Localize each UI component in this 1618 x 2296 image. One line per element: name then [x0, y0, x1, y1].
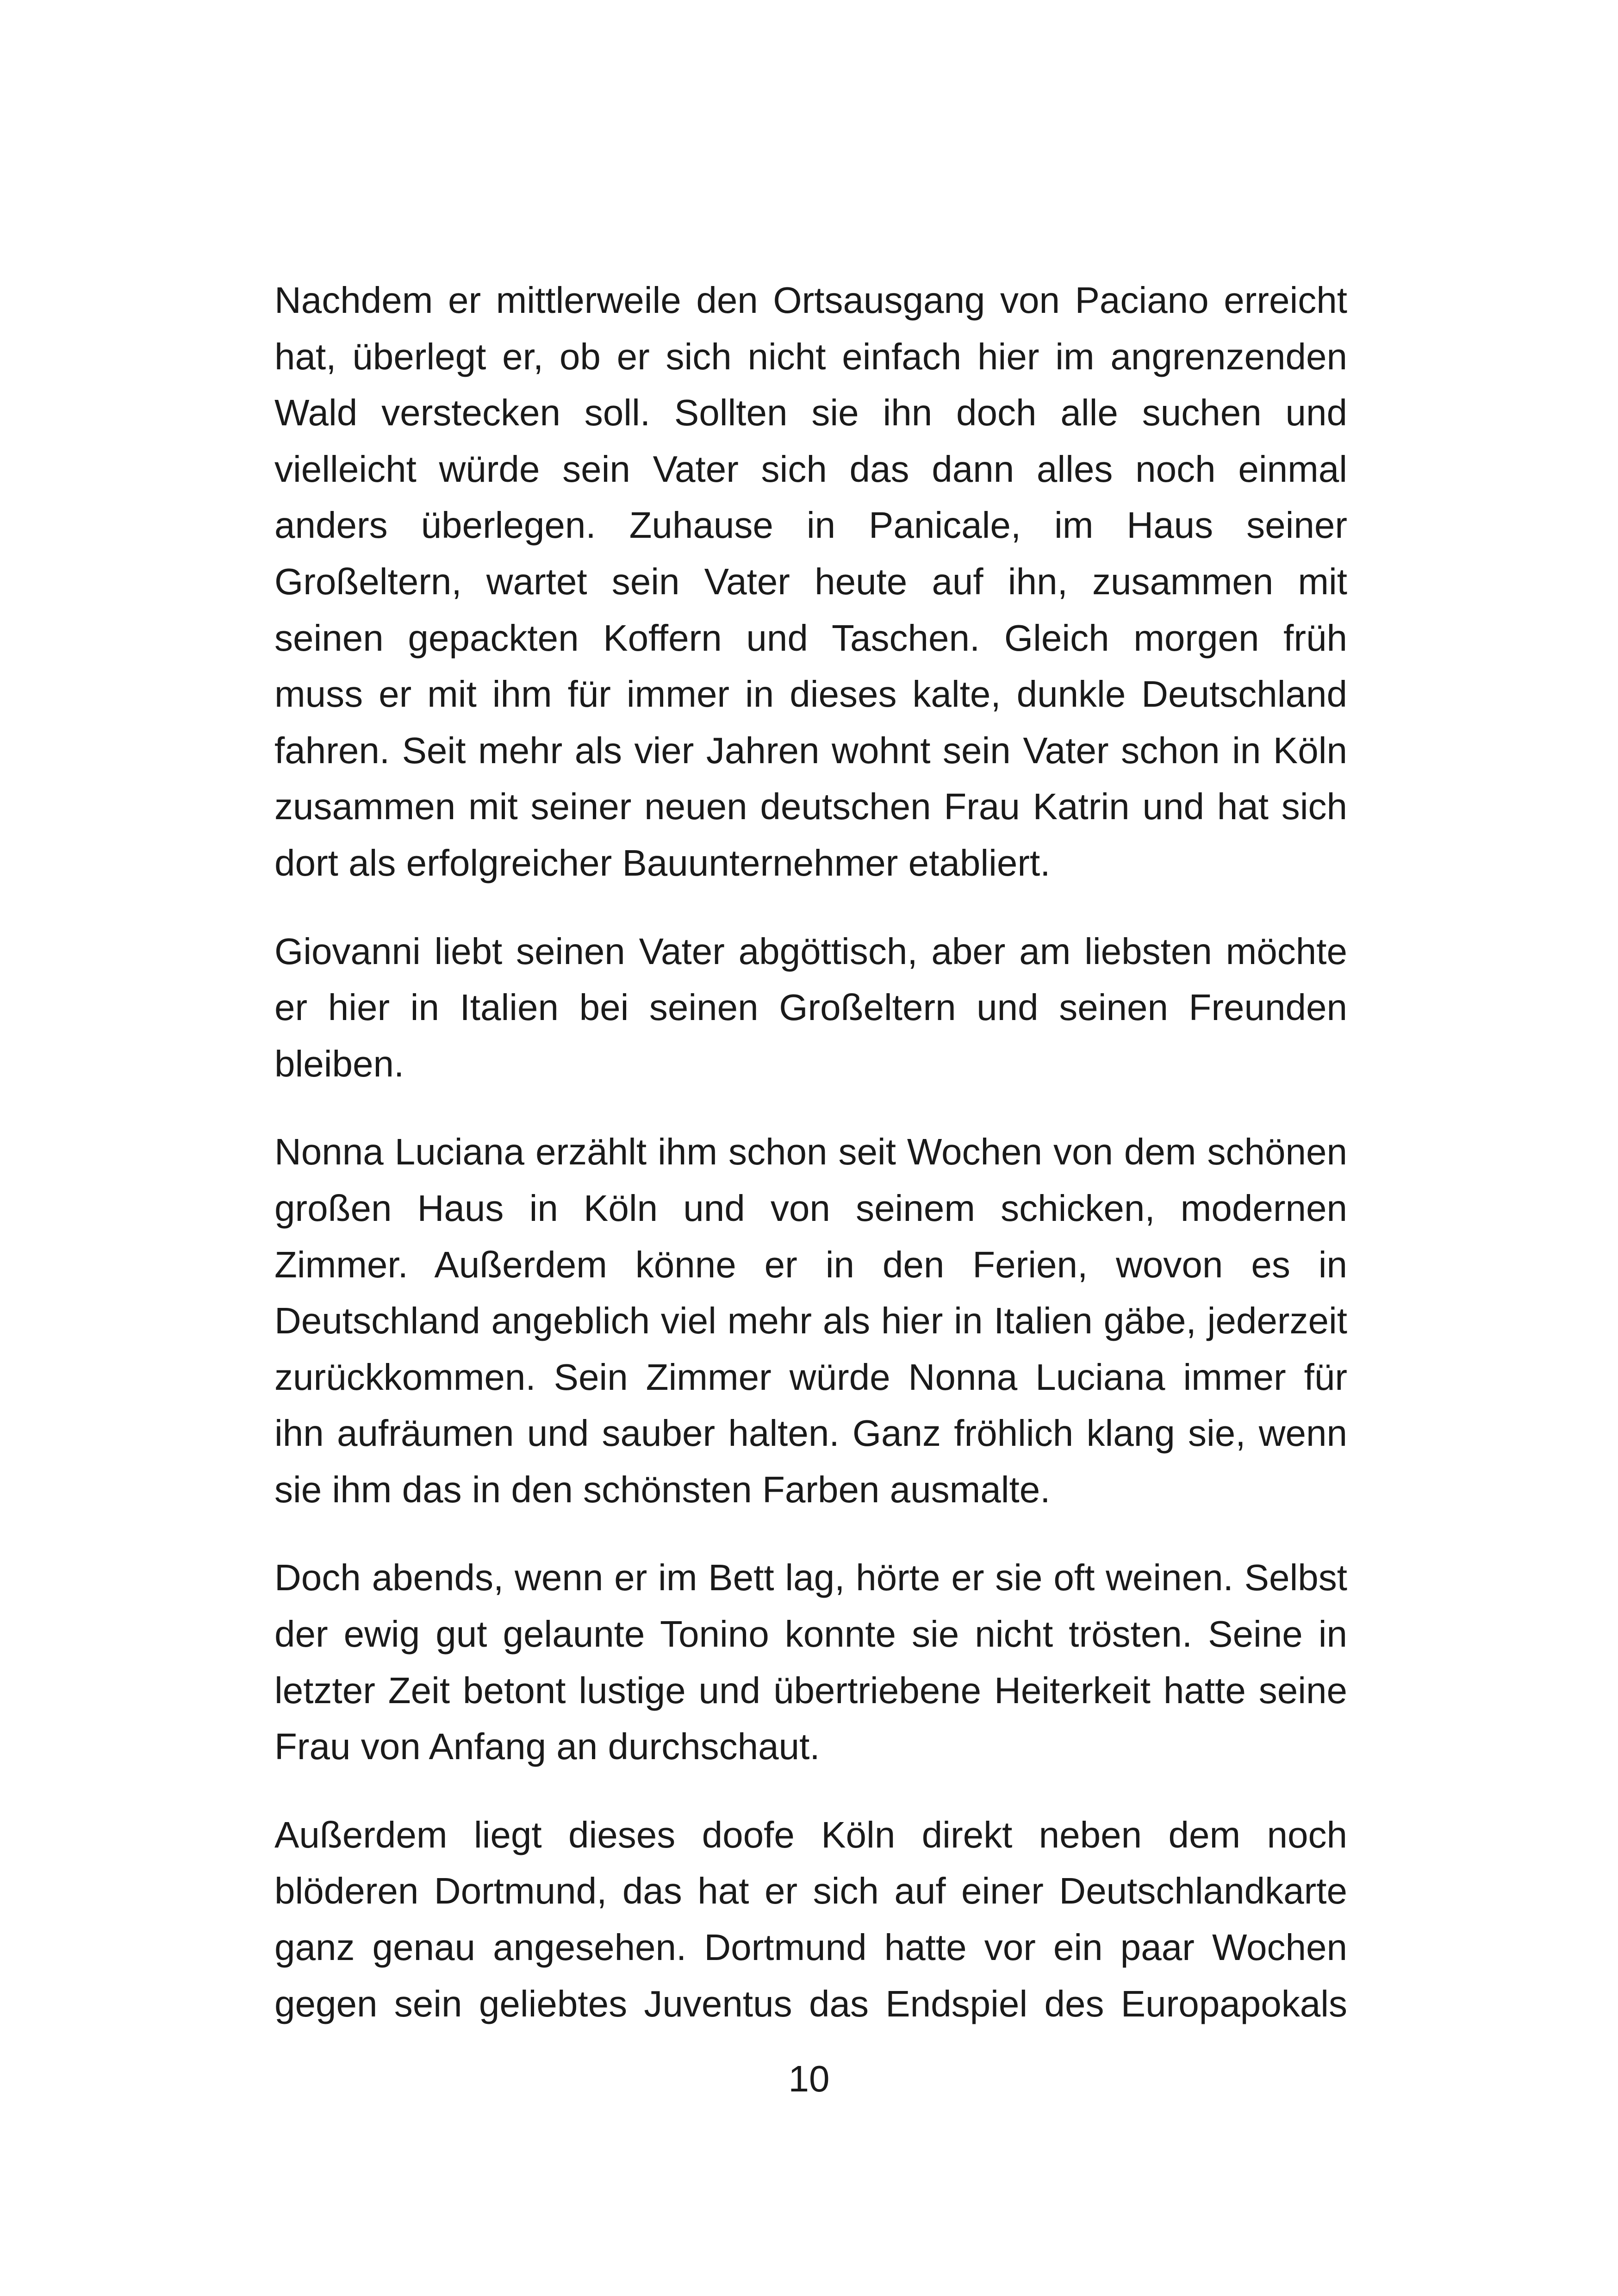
body-text [274, 272, 1347, 2064]
paragraph-5: Außerdem liegt dieses doofe Köln direkt neben dem noch blöderen Dortmund, das hat er sich auf einer Deutschlandkarte ganz genau angesehen. Dortmund hatte vor ein paar Wochen gegen sein geliebtes Juventus das Endspiel des Europapokals [274, 1814, 1347, 2024]
paragraph-1: Nachdem er mittlerweile den Ortsausgang von Paciano erreicht hat, überlegt er, ob er sich nicht einfach hier im angrenzenden Wald verstecken soll. Sollten sie ihn doch alle suchen und vielleicht würde sein Vater sich das dann alles noch einmal anders überlegen. Zuhause in Panicale, im Haus seiner Großeltern, wartet sein Vater heute auf ihn, zusammen mit seinen gepackten Koffern und Taschen. Gleich morgen früh muss er mit ihm für immer in dieses kalte, dunkle Deutschland fahren. Seit mehr als vier Jahren wohnt sein Vater schon in Köln zusammen mit seiner neuen deutschen Frau Katrin und hat sich dort als erfolgreicher Bauunternehmer etabliert. [274, 280, 1347, 884]
page-number: 10 [788, 2058, 830, 2099]
paragraph-4: Doch abends, wenn er im Bett lag, hörte er sie oft weinen. Selbst der ewig gut gelaunte Tonino konnte sie nicht trösten. Seine in letzter Zeit betont lustige und übertriebene Heiterkeit hatte seine Frau von Anfang an durchschaut. [274, 1557, 1347, 1767]
paragraph-2: Giovanni liebt seinen Vater abgöttisch, aber am liebsten möchte er hier in Italien bei seinen Großeltern und seinen Freunden bleiben. [274, 930, 1347, 1084]
paragraph-3: Nonna Luciana erzählt ihm schon seit Wochen von dem schönen großen Haus in Köln und von seinem schicken, modernen Zimmer. Außerdem könne er in den Ferien, wovon es in Deutschland angeblich viel mehr als hier in Italien gäbe, jederzeit zurückkommen. Sein Zimmer würde Nonna Luciana immer für ihn aufräumen und sauber halten. Ganz fröhlich klang sie, wenn sie ihm das in den schönsten Farben ausmalte. [274, 1131, 1347, 1510]
